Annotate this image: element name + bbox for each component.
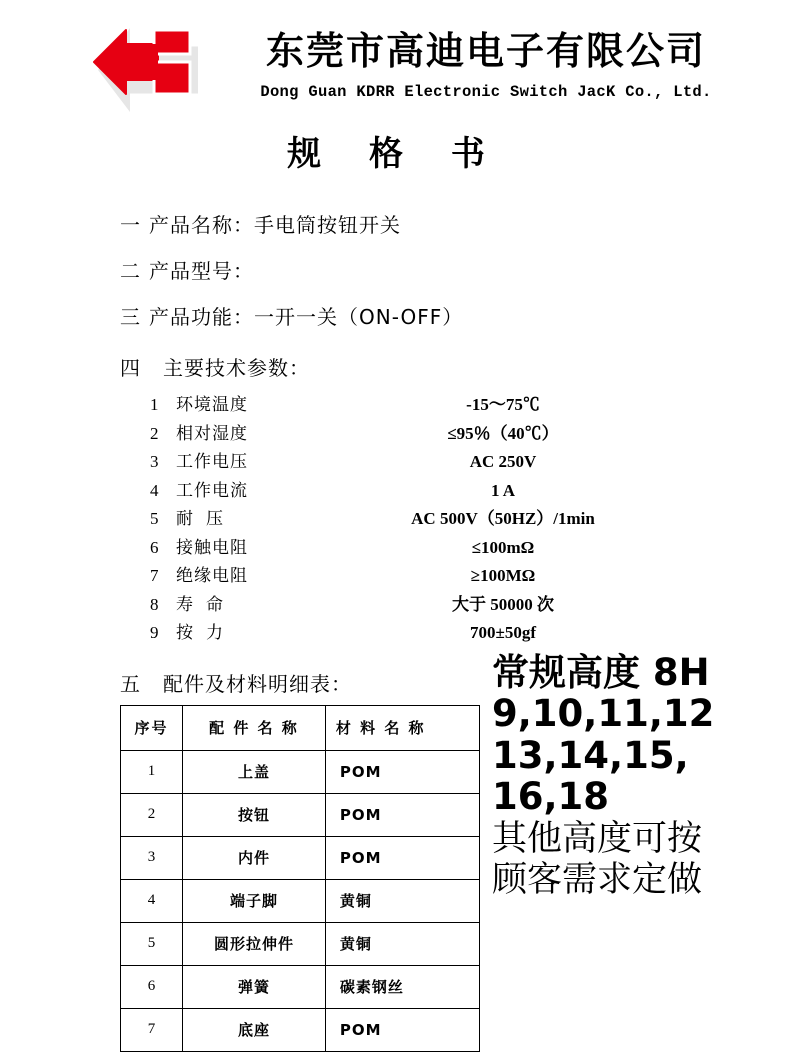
item-text: 产品名称：手电筒按钮开关 — [149, 213, 401, 237]
spec-value: -15～75℃ — [466, 395, 540, 414]
table-row — [121, 750, 480, 793]
spec-row — [150, 534, 800, 563]
cell-part: 弹簧 — [183, 965, 326, 1008]
spec-index: 3 — [150, 452, 159, 472]
spec-row — [150, 448, 800, 477]
spec-label: 环境温度 — [176, 395, 248, 415]
cell-material: 碳素钢丝 — [325, 965, 479, 1008]
spec-index: 6 — [150, 537, 159, 557]
cell-no: 6 — [121, 965, 183, 1008]
cell-part: 内件 — [183, 836, 326, 879]
spec-row — [150, 591, 800, 620]
spec-row — [150, 562, 800, 591]
spec-index: 4 — [150, 480, 159, 500]
company-name-en: Dong Guan KDRR Electronic Switch JacK Co., Ltd. — [260, 82, 712, 101]
section-number: 五 — [120, 671, 141, 696]
table-row — [121, 922, 480, 965]
spec-index: 8 — [150, 594, 159, 614]
spec-value: 1 A — [490, 480, 516, 500]
parts-table — [120, 705, 480, 1052]
spec-label: 绝缘电阻 — [176, 566, 248, 587]
spec-label: 相对湿度 — [176, 423, 248, 444]
note-line-6: 顾客需求定做 — [492, 859, 703, 900]
cell-part: 按钮 — [183, 793, 326, 836]
spec-value: AC 500V（50HZ）/1min — [411, 509, 595, 529]
spec-label: 工作电流 — [176, 480, 248, 501]
list-item — [120, 209, 800, 238]
cell-material: 黄铜 — [325, 879, 479, 922]
item-number: 二 — [120, 259, 141, 283]
cell-no: 4 — [121, 879, 183, 922]
spec-row — [150, 420, 800, 449]
spec-value: ≥100MΩ — [470, 566, 536, 586]
cell-no: 5 — [121, 922, 183, 965]
item-text: 产品功能：一开一关（ON-OFF） — [149, 305, 464, 329]
spec-row — [150, 477, 800, 506]
spec-label: 寿命 — [176, 594, 236, 615]
note-line-1: 常规高度 8H — [492, 651, 710, 694]
document-title: 规 格 书 — [287, 134, 503, 174]
cell-material: POM — [325, 1008, 479, 1051]
item-number: 一 — [120, 213, 141, 237]
spec-label: 接触电阻 — [176, 537, 248, 558]
column-header-no: 序号 — [121, 705, 183, 750]
section-number: 四 — [120, 356, 141, 380]
spec-value: 大于 50000 次 — [452, 594, 554, 614]
document-header — [0, 0, 800, 104]
specs-section-heading — [120, 352, 800, 381]
spec-row — [150, 505, 800, 534]
cell-part: 上盖 — [183, 750, 326, 793]
table-row — [121, 965, 480, 1008]
height-note-block — [492, 652, 792, 900]
column-header-material: 材 料 名 称 — [325, 705, 479, 750]
arrow-loop-logo-icon — [92, 20, 192, 104]
spec-value: ≤95％（40℃） — [447, 423, 559, 443]
table-row — [121, 793, 480, 836]
document-body — [120, 209, 800, 1052]
cell-no: 7 — [121, 1008, 183, 1051]
section-title: 配件及材料明细表： — [163, 671, 352, 696]
table-row — [121, 879, 480, 922]
spec-index: 5 — [150, 509, 159, 529]
spec-label: 工作电压 — [176, 452, 248, 473]
spec-row — [150, 391, 800, 420]
spec-value: 700±50gf — [470, 623, 536, 643]
cell-part: 端子脚 — [183, 879, 326, 922]
cell-material: POM — [325, 836, 479, 879]
company-name-cn: 东莞市高迪电子有限公司 — [265, 29, 706, 73]
spec-row — [150, 619, 800, 648]
section-title: 主要技术参数： — [163, 356, 310, 380]
list-item — [120, 255, 800, 284]
item-number: 三 — [120, 305, 141, 329]
note-line-2: 9,10,11,12 — [492, 692, 715, 736]
spec-index: 2 — [150, 423, 159, 443]
column-header-part: 配 件 名 称 — [183, 705, 326, 750]
specs-list — [150, 391, 800, 648]
cell-no: 1 — [121, 750, 183, 793]
item-text: 产品型号： — [149, 259, 254, 283]
note-line-4: 16,18 — [492, 775, 610, 819]
spec-value: ≤100mΩ — [471, 537, 535, 557]
cell-material: POM — [325, 750, 479, 793]
spec-index: 7 — [150, 566, 159, 586]
spec-label: 耐压 — [176, 509, 236, 530]
cell-material: POM — [325, 793, 479, 836]
cell-part: 圆形拉伸件 — [183, 922, 326, 965]
list-item — [120, 301, 800, 330]
spec-index: 1 — [150, 395, 159, 414]
note-line-3: 13,14,15, — [492, 733, 689, 777]
cell-part: 底座 — [183, 1008, 326, 1051]
spec-index: 9 — [150, 623, 159, 643]
cell-no: 3 — [121, 836, 183, 879]
cell-material: 黄铜 — [325, 922, 479, 965]
table-header-row — [121, 705, 480, 750]
spec-label: 按力 — [176, 623, 236, 644]
note-line-5: 其他高度可按 — [492, 818, 703, 859]
spec-value: AC 250V — [469, 452, 537, 472]
table-row — [121, 836, 480, 879]
company-logo — [92, 20, 212, 104]
table-row — [121, 1008, 480, 1051]
cell-no: 2 — [121, 793, 183, 836]
company-name-block — [212, 14, 800, 101]
